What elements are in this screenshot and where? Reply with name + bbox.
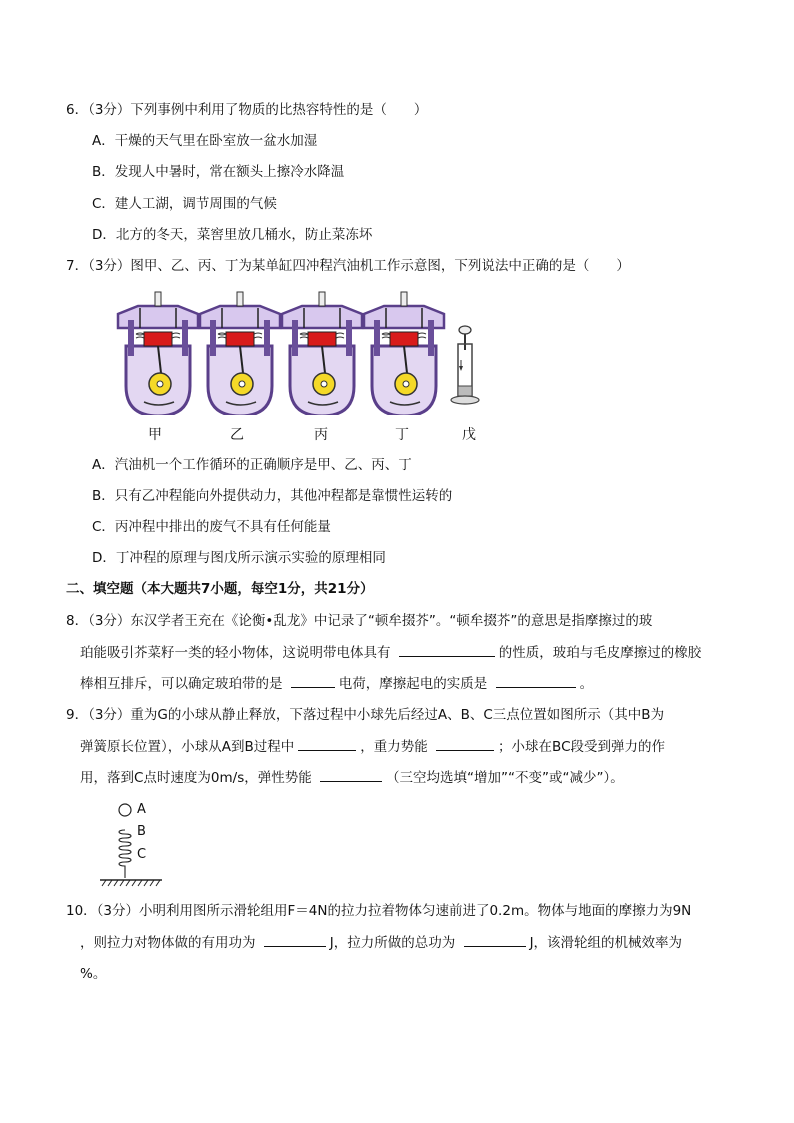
q8-blank-2[interactable]: [291, 673, 335, 688]
engine-jia: [118, 292, 198, 415]
q7-option-d: D．丁冲程的原理与图戊所示演示实验的原理相同: [92, 550, 386, 566]
section-title: 二、填空题（本大题共7小题，每空1分，共21分）: [66, 581, 374, 597]
q7-option-c: C．丙冲程中排出的废气不具有任何能量: [92, 519, 331, 535]
q7-option-a: A．汽油机一个工作循环的正确顺序是甲、乙、丙、丁: [92, 457, 412, 473]
engine-stroke-diagrams: [110, 290, 490, 415]
q10-line2-b: J，拉力所做的总功为: [329, 935, 456, 951]
engine-bing: [282, 292, 362, 415]
q9-line2-a: 弹簧原长位置），小球从A到B过程中: [80, 739, 295, 755]
q10-blank-1[interactable]: [264, 932, 326, 947]
q9-line2-b: ，重力势能: [360, 739, 428, 755]
fig-label-wu: 戊: [462, 427, 476, 443]
fig-label-b: B: [137, 824, 146, 839]
engine-yi: [200, 292, 280, 415]
fig-label-a: A: [137, 802, 146, 817]
engine-ding: [364, 292, 444, 415]
fig-label-jia: 甲: [148, 427, 162, 443]
q9-line1: 9．（3分）重为G的小球从静止释放，下落过程中小球先后经过A、B、C三点位置如图所示（其中B为: [66, 707, 665, 723]
q8-blank-3[interactable]: [496, 673, 576, 688]
q9-line3: [80, 767, 624, 788]
q9-blank-3[interactable]: [320, 767, 382, 782]
q10-line2-c: J，该滑轮组的机械效率为: [529, 935, 683, 951]
q8-blank-1[interactable]: [399, 642, 495, 657]
q10-blank-2[interactable]: [464, 932, 526, 947]
q9-line2: [80, 736, 665, 757]
q7-option-b: B．只有乙冲程能向外提供动力，其他冲程都是靠惯性运转的: [92, 488, 453, 504]
q8-line3-b: 电荷，摩擦起电的实质是: [338, 676, 488, 692]
q10-line2: [80, 932, 682, 953]
q10-line1: 10．（3分）小明利用图所示滑轮组用F＝4N的拉力拉着物体匀速前进了0.2m。物体与地面的摩擦力为9N: [66, 903, 692, 919]
q6-option-d: D．北方的冬天，菜窖里放几桶水，防止菜冻坏: [92, 227, 373, 243]
q8-line3: [80, 673, 593, 694]
q8-line2: [80, 642, 701, 663]
q9-line3-a: 用，落到C点时速度为0m/s，弹性势能: [80, 770, 312, 786]
q6-option-a: A．干燥的天气里在卧室放一盆水加湿: [92, 133, 318, 149]
q8-line2-b: 的性质，玻珀与毛皮摩擦过的橡胶: [498, 645, 702, 661]
q8-line3-a: 棒相互排斥，可以确定玻珀带的是: [80, 676, 283, 692]
q9-blank-1[interactable]: [298, 736, 356, 751]
q10-line2-a: ，则拉力对物体做的有用功为: [80, 935, 256, 951]
q9-line3-b: （三空均选填“增加”“不变”或“减少”）。: [386, 770, 624, 786]
q8-line2-a: 珀能吸引芥菜籽一类的轻小物体，这说明带电体具有: [80, 645, 391, 661]
q9-line2-c: ；小球在BC段受到弹力的作: [498, 739, 665, 755]
ground-hatch: [102, 880, 160, 886]
q8-line3-c: 。: [579, 676, 594, 692]
ball: [119, 804, 131, 816]
spring-ball-figure: [96, 800, 166, 888]
fig-label-yi: 乙: [230, 427, 244, 443]
q9-blank-2[interactable]: [436, 736, 494, 751]
fig-label-ding: 丁: [395, 427, 409, 443]
fig-label-bing: 丙: [314, 427, 328, 443]
demo-apparatus-wu: [451, 326, 479, 404]
q6-stem: 6．（3分）下列事例中利用了物质的比热容特性的是（ ）: [66, 102, 428, 118]
q10-line3: %。: [80, 966, 107, 982]
fig-label-c: C: [137, 847, 147, 862]
q8-line1: 8．（3分）东汉学者王充在《论衡•乱龙》中记录了“顿牟掇芥”。“顿牟掇芥”的意思是指摩擦过的玻: [66, 613, 653, 629]
q7-stem: 7．（3分）图甲、乙、丙、丁为某单缸四冲程汽油机工作示意图，下列说法中正确的是（ ）: [66, 258, 630, 274]
q6-option-b: B．发现人中暑时，常在额头上擦冷水降温: [92, 164, 345, 180]
q6-option-c: C．建人工湖，调节周围的气候: [92, 196, 277, 212]
spring: [119, 830, 131, 878]
